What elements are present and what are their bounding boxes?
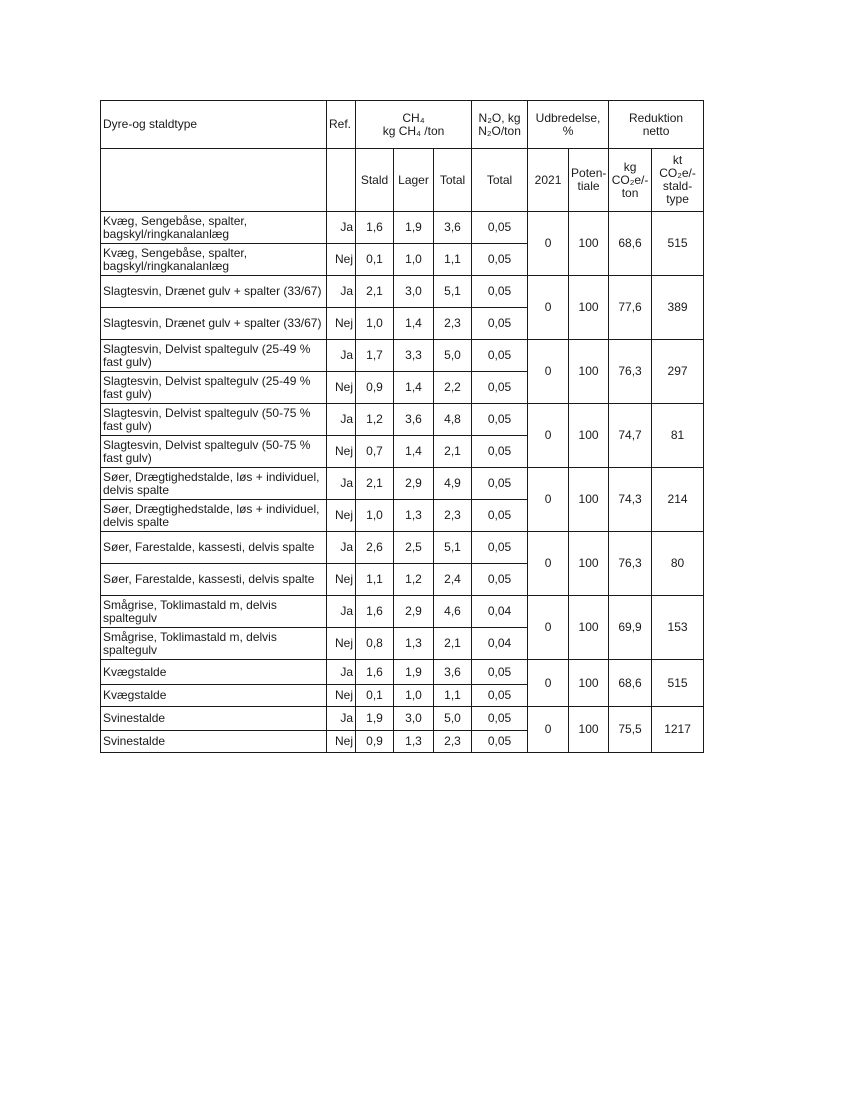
- cell-lager: 1,4: [394, 308, 434, 340]
- header-kg-line2: CO₂e/-: [611, 172, 649, 187]
- cell-lager: 1,2: [394, 564, 434, 596]
- cell-animal-type: Slagtesvin, Delvist spaltegulv (25-49 % fast gulv): [101, 340, 327, 372]
- cell-kg-co2e: 76,3: [609, 532, 652, 596]
- cell-ref: Ja: [327, 340, 356, 372]
- cell-animal-type: Kvæg, Sengebåse, spalter, bagskyl/ringkanalanlæg: [101, 244, 327, 276]
- cell-n2o-total: 0,04: [472, 596, 528, 628]
- cell-animal-type: Slagtesvin, Delvist spaltegulv (25-49 % fast gulv): [101, 372, 327, 404]
- cell-ref: Nej: [327, 372, 356, 404]
- cell-n2o-total: 0,05: [472, 532, 528, 564]
- cell-n2o-total: 0,05: [472, 276, 528, 308]
- cell-stald: 1,7: [356, 340, 394, 372]
- cell-potentiale: 100: [569, 468, 609, 532]
- cell-kg-co2e: 75,5: [609, 707, 652, 753]
- cell-animal-type: Søer, Farestalde, kassesti, delvis spalte: [101, 532, 327, 564]
- cell-animal-type: Smågrise, Toklimastald m, delvis spaltegulv: [101, 596, 327, 628]
- cell-total: 2,1: [434, 628, 472, 660]
- cell-kt-co2e: 297: [652, 340, 704, 404]
- cell-ref: Ja: [327, 212, 356, 244]
- header-row-1: [101, 101, 704, 149]
- cell-total: 2,4: [434, 564, 472, 596]
- cell-udbredelse-2021: 0: [528, 660, 569, 707]
- cell-animal-type: Slagtesvin, Delvist spaltegulv (50-75 % fast gulv): [101, 436, 327, 468]
- cell-total: 1,1: [434, 244, 472, 276]
- cell-n2o-total: 0,05: [472, 308, 528, 340]
- cell-potentiale: 100: [569, 404, 609, 468]
- cell-lager: 1,4: [394, 372, 434, 404]
- header-n2o-total: Total: [472, 149, 528, 212]
- cell-total: 5,1: [434, 532, 472, 564]
- cell-total: 2,3: [434, 731, 472, 753]
- cell-stald: 1,6: [356, 212, 394, 244]
- cell-kg-co2e: 68,6: [609, 212, 652, 276]
- cell-potentiale: 100: [569, 276, 609, 340]
- table-row: [101, 404, 704, 436]
- cell-animal-type: Svinestalde: [101, 731, 327, 753]
- cell-n2o-total: 0,05: [472, 468, 528, 500]
- header-total: Total: [434, 149, 472, 212]
- table-row: [101, 468, 704, 500]
- cell-ref: Ja: [327, 596, 356, 628]
- cell-total: 5,0: [434, 340, 472, 372]
- cell-lager: 3,3: [394, 340, 434, 372]
- cell-total: 3,6: [434, 660, 472, 685]
- cell-lager: 1,9: [394, 660, 434, 685]
- header-potentiale-line1: Poten-: [571, 166, 607, 180]
- cell-kg-co2e: 77,6: [609, 276, 652, 340]
- cell-kg-co2e: 74,7: [609, 404, 652, 468]
- cell-total: 5,1: [434, 276, 472, 308]
- table-row: [101, 532, 704, 564]
- header-kg-line3: ton: [621, 185, 639, 200]
- cell-n2o-total: 0,05: [472, 660, 528, 685]
- cell-ref: Ja: [327, 707, 356, 731]
- cell-total: 2,1: [434, 436, 472, 468]
- cell-kt-co2e: 153: [652, 596, 704, 660]
- header-2021: 2021: [528, 149, 569, 212]
- table-row: [101, 660, 704, 685]
- cell-total: 4,8: [434, 404, 472, 436]
- cell-ref: Ja: [327, 532, 356, 564]
- cell-kg-co2e: 76,3: [609, 340, 652, 404]
- cell-kt-co2e: 515: [652, 212, 704, 276]
- cell-potentiale: 100: [569, 707, 609, 753]
- header-kg-co2e: [609, 149, 652, 212]
- header-kt-co2e: [652, 149, 704, 212]
- header-potentiale-line2: tiale: [577, 179, 600, 193]
- cell-lager: 1,3: [394, 500, 434, 532]
- cell-animal-type: Slagtesvin, Drænet gulv + spalter (33/67): [101, 276, 327, 308]
- cell-lager: 1,0: [394, 685, 434, 707]
- emissions-table: [100, 100, 704, 753]
- cell-stald: 2,1: [356, 276, 394, 308]
- cell-total: 4,9: [434, 468, 472, 500]
- cell-stald: 2,6: [356, 532, 394, 564]
- cell-potentiale: 100: [569, 596, 609, 660]
- header-ch4-line2: kg CH₄ /ton: [382, 123, 445, 138]
- cell-stald: 0,7: [356, 436, 394, 468]
- cell-stald: 1,0: [356, 500, 394, 532]
- cell-lager: 3,6: [394, 404, 434, 436]
- cell-stald: 1,1: [356, 564, 394, 596]
- cell-n2o-total: 0,05: [472, 372, 528, 404]
- cell-total: 2,3: [434, 308, 472, 340]
- cell-total: 2,2: [434, 372, 472, 404]
- header-stald: Stald: [356, 149, 394, 212]
- cell-kt-co2e: 515: [652, 660, 704, 707]
- header-kg-line1: kg: [623, 159, 637, 174]
- cell-n2o-total: 0,05: [472, 244, 528, 276]
- cell-ref: Nej: [327, 685, 356, 707]
- cell-stald: 0,1: [356, 685, 394, 707]
- cell-ref: Nej: [327, 564, 356, 596]
- cell-ref: Ja: [327, 468, 356, 500]
- cell-ref: Ja: [327, 404, 356, 436]
- cell-lager: 2,9: [394, 468, 434, 500]
- cell-animal-type: Slagtesvin, Delvist spaltegulv (50-75 % fast gulv): [101, 404, 327, 436]
- cell-lager: 2,5: [394, 532, 434, 564]
- cell-lager: 1,3: [394, 628, 434, 660]
- header-udbredelse-line2: %: [562, 123, 574, 138]
- cell-n2o-total: 0,05: [472, 685, 528, 707]
- header-ref: Ref.: [327, 101, 356, 149]
- cell-n2o-total: 0,05: [472, 707, 528, 731]
- cell-kt-co2e: 81: [652, 404, 704, 468]
- cell-ref: Nej: [327, 628, 356, 660]
- cell-stald: 0,9: [356, 372, 394, 404]
- header-ch4-line1: CH₄: [402, 110, 425, 125]
- cell-udbredelse-2021: 0: [528, 276, 569, 340]
- cell-total: 5,0: [434, 707, 472, 731]
- header-kt-line2: CO₂e/-: [659, 166, 696, 180]
- cell-stald: 2,1: [356, 468, 394, 500]
- cell-ref: Nej: [327, 500, 356, 532]
- cell-animal-type: Smågrise, Toklimastald m, delvis spaltegulv: [101, 628, 327, 660]
- cell-ref: Nej: [327, 308, 356, 340]
- cell-animal-type: Svinestalde: [101, 707, 327, 731]
- cell-stald: 1,6: [356, 660, 394, 685]
- header-empty-type: [101, 149, 327, 212]
- cell-potentiale: 100: [569, 212, 609, 276]
- cell-animal-type: Slagtesvin, Drænet gulv + spalter (33/67): [101, 308, 327, 340]
- cell-animal-type: Kvægstalde: [101, 660, 327, 685]
- cell-udbredelse-2021: 0: [528, 707, 569, 753]
- cell-kt-co2e: 80: [652, 532, 704, 596]
- cell-kg-co2e: 74,3: [609, 468, 652, 532]
- cell-stald: 0,9: [356, 731, 394, 753]
- cell-animal-type: Søer, Drægtighedstalde, løs + individuel, delvis spalte: [101, 468, 327, 500]
- cell-kt-co2e: 389: [652, 276, 704, 340]
- header-n2o-line1: N₂O, kg: [478, 110, 521, 125]
- cell-udbredelse-2021: 0: [528, 340, 569, 404]
- cell-stald: 1,9: [356, 707, 394, 731]
- cell-lager: 1,4: [394, 436, 434, 468]
- table-row: [101, 340, 704, 372]
- header-n2o-line2: N₂O/ton: [478, 123, 521, 138]
- table-row: [101, 596, 704, 628]
- header-udbredelse-line1: Udbredelse,: [535, 110, 601, 125]
- cell-ref: Nej: [327, 731, 356, 753]
- cell-potentiale: 100: [569, 532, 609, 596]
- cell-ref: Nej: [327, 436, 356, 468]
- cell-total: 4,6: [434, 596, 472, 628]
- cell-total: 2,3: [434, 500, 472, 532]
- cell-udbredelse-2021: 0: [528, 468, 569, 532]
- cell-lager: 3,0: [394, 276, 434, 308]
- table-row: [101, 276, 704, 308]
- cell-n2o-total: 0,04: [472, 628, 528, 660]
- cell-ref: Ja: [327, 660, 356, 685]
- cell-n2o-total: 0,05: [472, 436, 528, 468]
- cell-udbredelse-2021: 0: [528, 404, 569, 468]
- cell-animal-type: Kvæg, Sengebåse, spalter, bagskyl/ringkanalanlæg: [101, 212, 327, 244]
- cell-kt-co2e: 214: [652, 468, 704, 532]
- header-lager: Lager: [394, 149, 434, 212]
- cell-stald: 0,1: [356, 244, 394, 276]
- cell-animal-type: Søer, Drægtighedstalde, løs + individuel, delvis spalte: [101, 500, 327, 532]
- header-animal-type: Dyre-og staldtype: [101, 101, 327, 149]
- cell-lager: 3,0: [394, 707, 434, 731]
- header-kt-line4: type: [666, 192, 689, 206]
- cell-stald: 1,6: [356, 596, 394, 628]
- cell-lager: 1,9: [394, 212, 434, 244]
- cell-lager: 1,0: [394, 244, 434, 276]
- cell-udbredelse-2021: 0: [528, 212, 569, 276]
- cell-lager: 2,9: [394, 596, 434, 628]
- cell-animal-type: Kvægstalde: [101, 685, 327, 707]
- cell-total: 3,6: [434, 212, 472, 244]
- cell-n2o-total: 0,05: [472, 564, 528, 596]
- cell-kg-co2e: 68,6: [609, 660, 652, 707]
- header-row-2: [101, 149, 704, 212]
- cell-stald: 1,2: [356, 404, 394, 436]
- cell-ref: Ja: [327, 276, 356, 308]
- cell-n2o-total: 0,05: [472, 340, 528, 372]
- header-reduktion-line2: netto: [642, 123, 670, 138]
- header-udbredelse: [528, 101, 609, 149]
- header-potentiale: [569, 149, 609, 212]
- cell-udbredelse-2021: 0: [528, 532, 569, 596]
- cell-potentiale: 100: [569, 340, 609, 404]
- header-reduktion: [609, 101, 704, 149]
- header-kt-line1: kt: [672, 153, 683, 167]
- cell-animal-type: Søer, Farestalde, kassesti, delvis spalte: [101, 564, 327, 596]
- cell-n2o-total: 0,05: [472, 731, 528, 753]
- cell-total: 1,1: [434, 685, 472, 707]
- cell-potentiale: 100: [569, 660, 609, 707]
- cell-kt-co2e: 1217: [652, 707, 704, 753]
- header-kt-line3: stald-: [662, 179, 693, 193]
- header-n2o: [472, 101, 528, 149]
- cell-kg-co2e: 69,9: [609, 596, 652, 660]
- header-empty-ref: [327, 149, 356, 212]
- cell-ref: Nej: [327, 244, 356, 276]
- header-reduktion-line1: Reduktion: [629, 110, 684, 125]
- cell-udbredelse-2021: 0: [528, 596, 569, 660]
- table-row: [101, 212, 704, 244]
- cell-n2o-total: 0,05: [472, 404, 528, 436]
- cell-stald: 0,8: [356, 628, 394, 660]
- cell-n2o-total: 0,05: [472, 212, 528, 244]
- header-ch4: [356, 101, 472, 149]
- cell-lager: 1,3: [394, 731, 434, 753]
- table-row: [101, 707, 704, 731]
- cell-stald: 1,0: [356, 308, 394, 340]
- cell-n2o-total: 0,05: [472, 500, 528, 532]
